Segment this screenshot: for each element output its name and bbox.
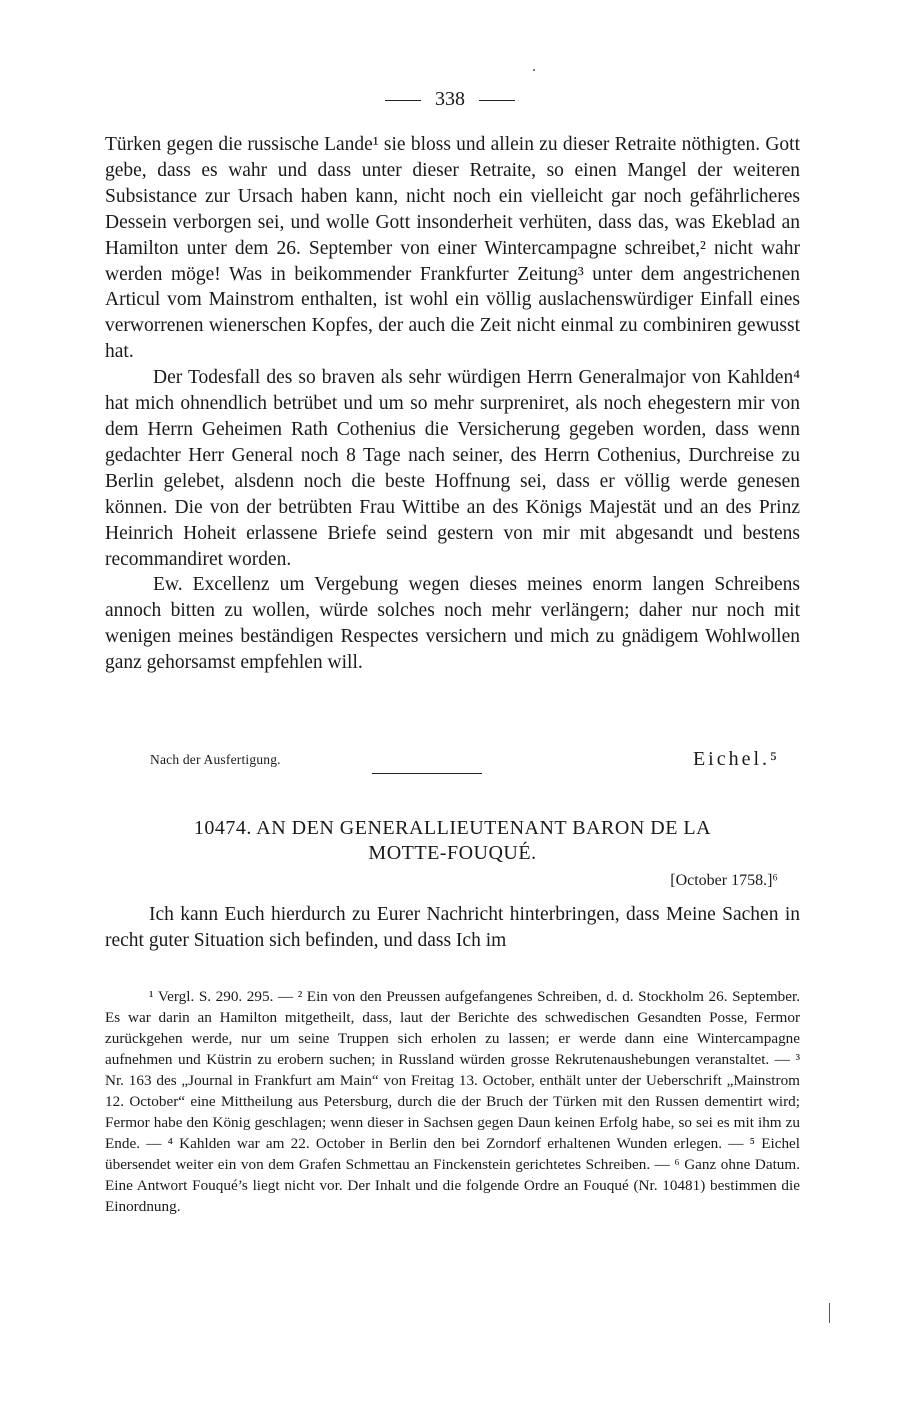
letter-body: [105, 132, 800, 676]
document-date: [October 1758.]⁶: [670, 872, 778, 889]
paragraph-3: Ew. Excellenz um Vergebung wegen dieses meines enorm langen Schreibens annoch bitten zu wollen, würde solches noch mehr verlängern; daher nur noch mit wenigen meines beständigen Respectes versichern und mich zu gnädigem Wohlwollen ganz gehorsamst empfehlen will.: [105, 574, 800, 674]
paragraph-2: Der Todesfall des so braven als sehr würdigen Herrn Generalmajor von Kahlden⁴ hat mich ohnendlich betrübet und um so mehr surpreniret, als noch ehegestern mir von dem Herrn Geheimen Rath Cothenius die Versicherung gegeben worden, dass wenn gedachter Herr General noch 8 Tage nach seiner, des Herrn Cothenius, Durchreise zu Berlin gelebet, alsdenn noch die beste Hoffnung sei, dass er völlig werde genesen können. Die von der betrübten Frau Wittibe an des Königs Majestät und an des Prinz Heinrich Hoheit erlassene Briefe seind gestern von mir mit abgesandt und bestens recommandiret worden.: [105, 367, 800, 570]
source-note: Nach der Ausfertigung.: [150, 752, 281, 767]
margin-mark: [829, 1303, 830, 1323]
speck: [533, 69, 535, 71]
page-header: [0, 88, 900, 111]
paragraph-1: Türken gegen die russische Lande¹ sie bloss und allein zu dieser Retraite nöthigten. Gott gebe, dass es wahr und dass unter dieser Retraite, so einen Mangel der weiteren Subsistance zur Ursach haben kann, nicht noch ein vielleicht gar noch gefährlicheres Dessein verborgen sei, und wolle Gott insonderheit verhüten, dass das, was Ekeblad an Hamilton unter dem 26. September von einer Wintercampagne schreibet,² nicht wahr werden möge! Was in beikommender Frankfurter Zeitung³ unter dem angestrichenen Articul vom Mainstrom enthalten, ist wohl ein völlig auslachenswürdiger Einfall eines verworrenen wienerschen Kopfes, der auch die Zeit nicht einmal zu combiniren gewusst hat.: [105, 134, 800, 363]
document-heading: [105, 816, 800, 866]
document-text: Ich kann Euch hierdurch zu Eurer Nachricht hinterbringen, dass Meine Sachen in recht guter Situation sich befinden, und dass Ich im: [105, 904, 800, 951]
heading-line-1: [105, 816, 800, 841]
document-title-2: MOTTE-FOUQUÉ.: [368, 842, 537, 864]
document-number: 10474.: [193, 817, 252, 839]
header-dash-left: [385, 100, 421, 101]
signature: Eichel.⁵: [692, 748, 780, 770]
section-divider: [372, 773, 482, 774]
document-title-1: AN DEN GENERALLIEUTENANT BARON DE LA: [256, 817, 712, 839]
footnotes: ¹ Vergl. S. 290. 295. — ² Ein von den Preussen aufgefangenes Schreiben, d. d. Stockholm 26. September. Es war darin an Hamilton mitgetheilt, dass, laut der Berichte des schwedischen Gesandten Posse, Fermor zurückgehen werde, nur um seine Truppen sich erholen zu lassen; er werde dann eine Wintercampagne aufnehmen und Küstrin zu erobern suchen; in Russland würden grosse Rekrutenaushebungen veranstaltet. — ³ Nr. 163 des „Journal in Frankfurt am Main“ von Freitag 13. October, enthält unter der Ueberschrift „Mainstrom 12. October“ eine Mittheilung aus Petersburg, durch die der Bruch der Türken mit den Russen dementirt wird; Fermor habe den König geschlagen; wenn dieser in Sachsen gegen Daun keinen Erfolg habe, so sei es mit ihm zu Ende. — ⁴ Kahlden war am 22. October in Berlin den bei Zorndorf erhaltenen Wunden erlegen. — ⁵ Eichel übersendet weiter ein von dem Grafen Schmettau an Finckenstein gerichtetes Schreiben. — ⁶ Ganz ohne Datum. Eine Antwort Fouqué’s liegt nicht vor. Der Inhalt und die folgende Ordre an Fouqué (Nr. 10481) bestimmen die Einordnung.: [105, 988, 800, 1216]
page-number: 338: [435, 88, 465, 110]
header-dash-right: [479, 100, 515, 101]
